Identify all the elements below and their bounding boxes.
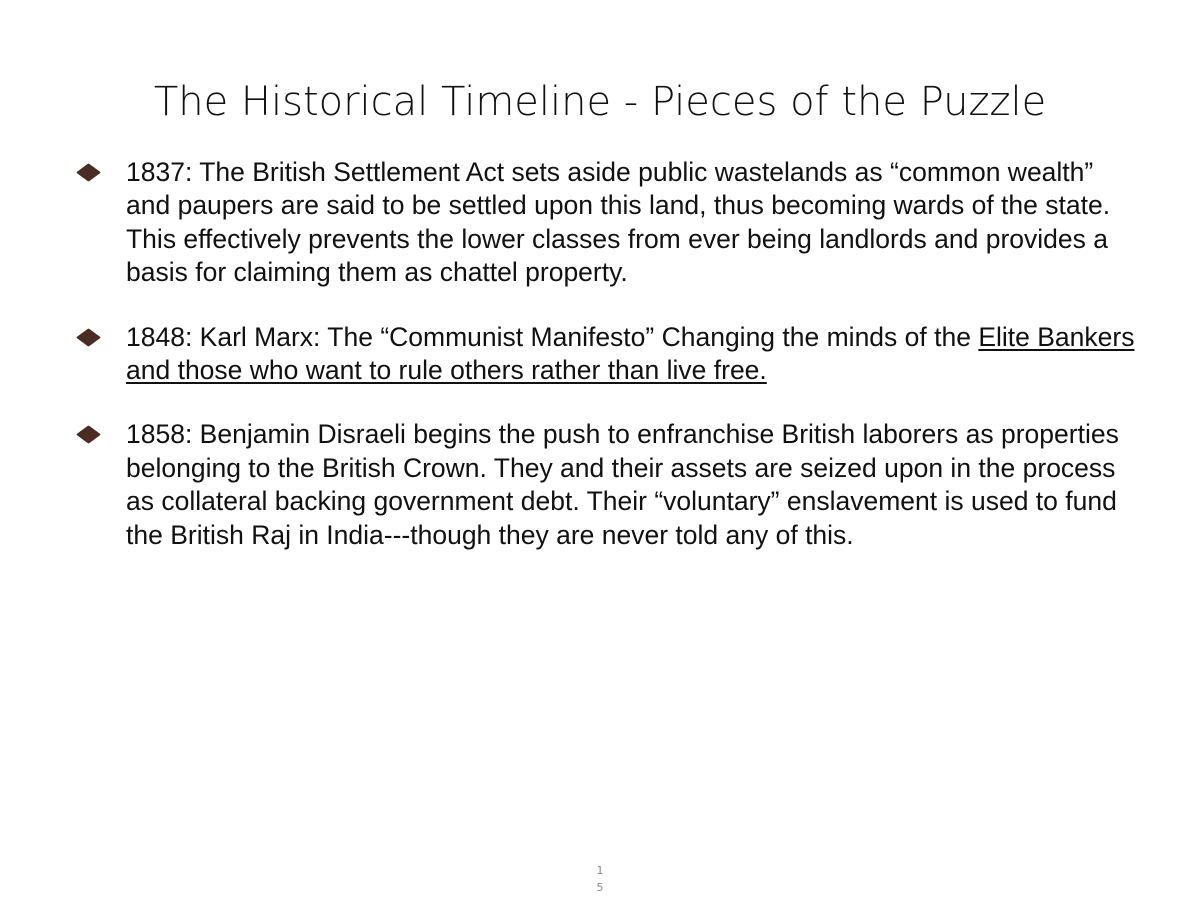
bullet-text: 1837: The British Settlement Act sets aside public wastelands as “common wealth” and paupers are said to be settled upon this land, thus becoming wards of the state. This effectively prevents the lower classes from ever being landlords and provides a basis for claiming them as chattel property. xyxy=(126,157,1111,288)
bullet-underlined-text: Elite Bankers and those who want to rule others rather than live free. xyxy=(126,321,1135,386)
bullet-text: 1848: Karl Marx: The “Communist Manifesto” Changing the minds of the xyxy=(126,321,979,352)
page-number: 1 5 xyxy=(596,864,604,894)
slide-title: The Historical Timeline - Pieces of the Puzzle xyxy=(153,79,1047,125)
bullet-text: 1858: Benjamin Disraeli begins the push to enfranchise British laborers as properties belonging to the British Crown. They and their assets are seized upon in the process as collateral backing government debt. Their “voluntary” enslavement is used to fund the British Raj in India---though they are never told any of this. xyxy=(126,419,1119,550)
bullet-item-1858 xyxy=(80,418,1140,552)
diamond-bullet-icon xyxy=(76,328,101,346)
bullet-item-1837 xyxy=(80,156,1140,290)
bullet-item-1848 xyxy=(80,321,1140,388)
bullet-list xyxy=(80,156,1140,583)
diamond-bullet-icon xyxy=(76,426,101,444)
diamond-bullet-icon xyxy=(76,163,101,181)
